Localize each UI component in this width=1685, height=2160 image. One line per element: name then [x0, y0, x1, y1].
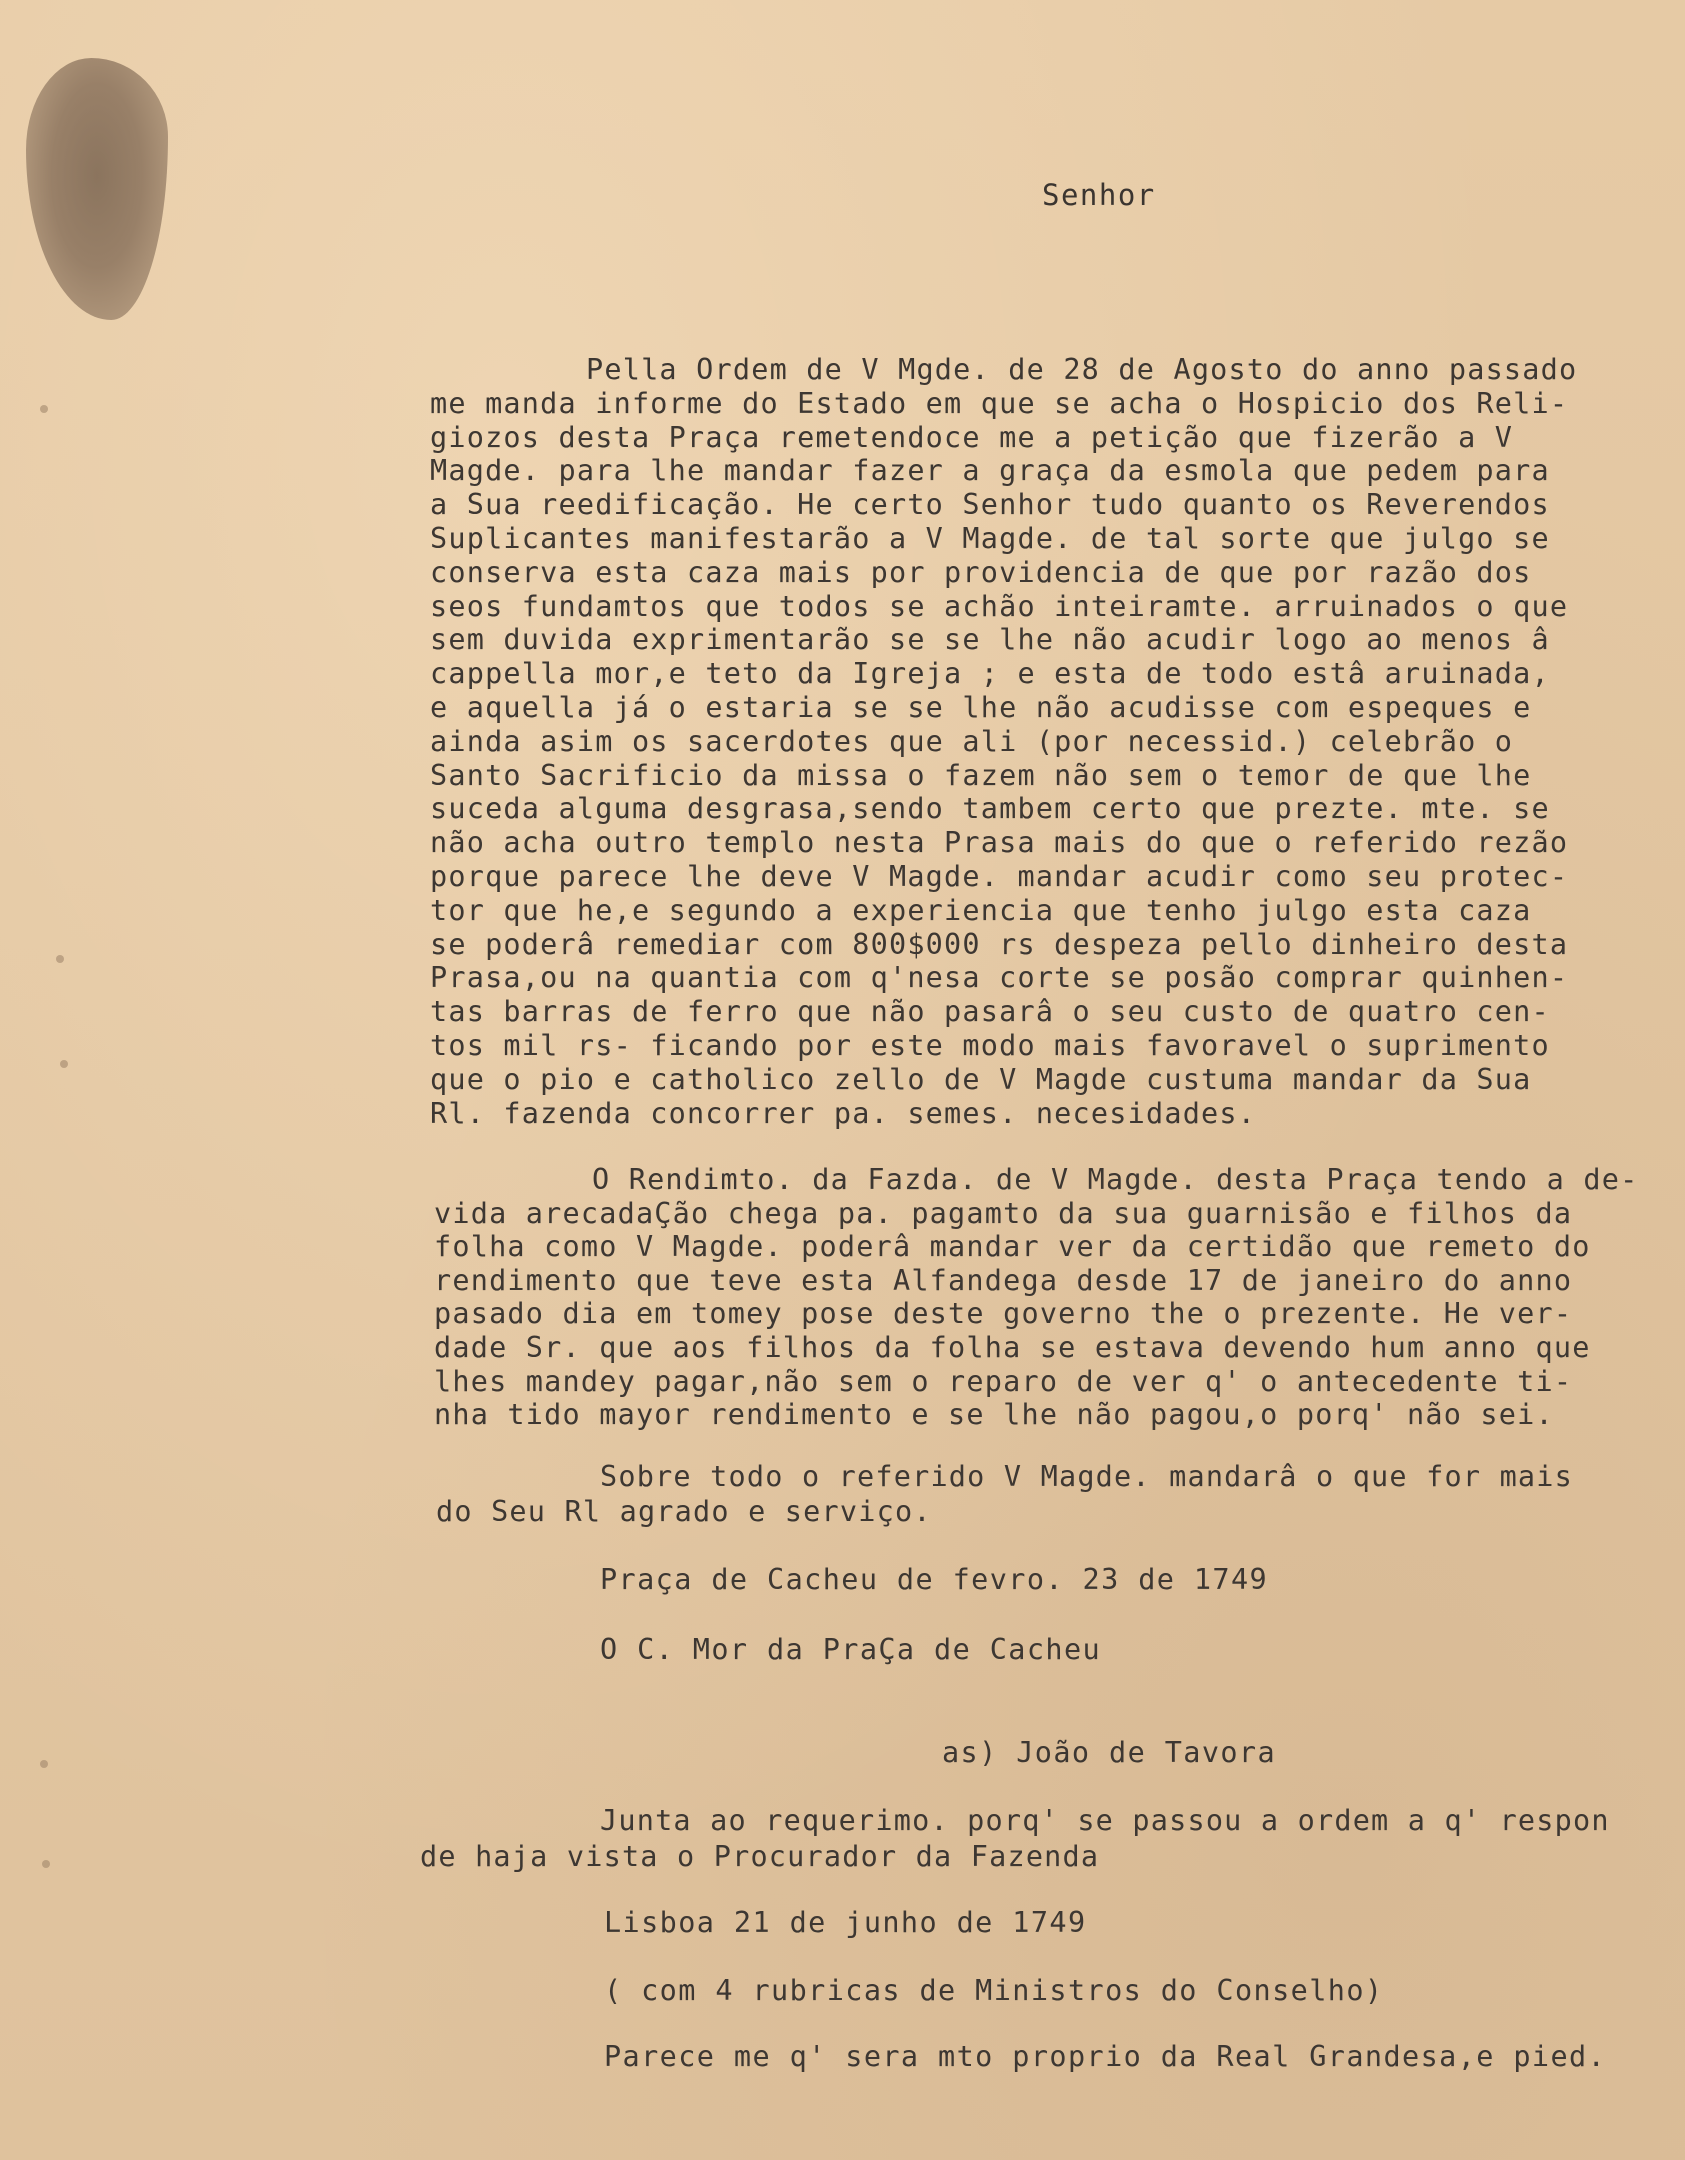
text-line: dade Sr. que aos filhos da folha se estava devendo hum anno que — [434, 1331, 1591, 1364]
text-line: Suplicantes manifestarão a V Magde. de tal sorte que julgo se — [430, 522, 1550, 555]
punch-hole — [42, 1860, 50, 1868]
text-line: e aquella já o estaria se se lhe não acudisse com espeques e — [430, 691, 1532, 724]
text-line: porque parece lhe deve V Magde. mandar acudir como seu protec- — [430, 860, 1569, 893]
final-line: Parece me q' sera mto proprio da Real Grandesa,e pied. — [604, 2040, 1607, 2073]
text-line: vida arecadaÇão chega pa. pagamto da sua guarnisão e filhos da — [434, 1196, 1573, 1230]
text-line: lhes mandey pagar,não sem o reparo de ver q' o antecedente ti- — [434, 1364, 1573, 1398]
punch-hole — [60, 1060, 68, 1068]
text-line: de haja vista o Procurador da Fazenda — [420, 1840, 1100, 1873]
text-line: me manda informe do Estado em que se acha o Hospicio dos Reli- — [430, 386, 1569, 420]
signature: as) João de Tavora — [942, 1736, 1277, 1769]
punch-hole — [40, 1760, 48, 1768]
text-line: giozos desta Praça remetendoce me a petição que fizerão a V — [430, 420, 1514, 454]
paper-stain — [26, 58, 168, 320]
text-line: Santo Sacrificio da missa o fazem não sem o temor de que lhe — [430, 758, 1532, 792]
punch-hole — [56, 955, 64, 963]
text-line: rendimento que teve esta Alfandega desde 17 de janeiro do anno — [434, 1263, 1573, 1297]
text-line: seos fundamtos que todos se achão inteiramte. arruinados o que — [430, 589, 1569, 623]
text-line: se poderâ remediar com 800$000 rs despeza pello dinheiro desta — [430, 927, 1569, 961]
text-line: Prasa,ou na quantia com q'nesa corte se posão comprar quinhen- — [430, 961, 1569, 995]
text-line: cappella mor,e teto da Igreja ; e esta de todo estâ aruinada, — [430, 657, 1550, 691]
text-line: nha tido mayor rendimento e se lhe não pagou,o porq' não sei. — [434, 1398, 1554, 1432]
punch-hole — [40, 405, 48, 413]
text-line: O Rendimto. da Fazda. de V Magde. desta Praça tendo a de- — [592, 1163, 1639, 1196]
text-line: tor que he,e segundo a experiencia que tenho julgo esta caza — [430, 893, 1532, 927]
text-line: Junta ao requerimo. porq' se passou a ordem a q' respon — [600, 1804, 1610, 1837]
text-line: tas barras de ferro que não pasarâ o seu custo de quatro cen- — [430, 995, 1550, 1029]
text-line: ainda asim os sacerdotes que ali (por necessid.) celebrão o — [430, 724, 1514, 758]
text-line: pasado dia em tomey pose deste governo the o prezente. He ver- — [434, 1297, 1573, 1331]
text-line: do Seu Rl agrado e serviço. — [436, 1495, 932, 1528]
text-line: Rl. fazenda concorrer pa. semes. necesidades. — [430, 1096, 1257, 1130]
text-line: que o pio e catholico zello de V Magde custuma mandar da Sua — [430, 1062, 1532, 1096]
text-line: não acha outro templo nesta Prasa mais do que o referido rezão — [430, 826, 1569, 860]
text-line: Pella Ordem de V Mgde. de 28 de Agosto do anno passado — [586, 353, 1578, 386]
text-line: conserva esta caza mais por providencia de que por razão dos — [430, 555, 1532, 589]
text-line: Magde. para lhe mandar fazer a graça da esmola que pedem para — [430, 454, 1550, 488]
rubricas-note: ( com 4 rubricas de Ministros do Conselho) — [604, 1974, 1384, 2007]
text-line: sem duvida exprimentarão se se lhe não acudir logo ao menos â — [430, 623, 1550, 657]
text-line: suceda alguma desgrasa,sendo tambem certo que prezte. mte. se — [430, 792, 1550, 826]
text-line: a Sua reedificação. He certo Senhor tudo quanto os Reverendos — [430, 488, 1550, 522]
text-line: Sobre todo o referido V Magde. mandarâ o que for mais — [600, 1460, 1573, 1493]
text-line: folha como V Magde. poderâ mandar ver da certidão que remeto do — [434, 1230, 1591, 1264]
document-heading: Senhor — [1042, 178, 1156, 212]
office-title: O C. Mor da PraÇa de Cacheu — [600, 1633, 1102, 1666]
place-date: Praça de Cacheu de fevro. 23 de 1749 — [600, 1563, 1269, 1596]
text-line: tos mil rs- ficando por este modo mais favoravel o suprimento — [430, 1029, 1550, 1062]
lisbon-date: Lisboa 21 de junho de 1749 — [604, 1906, 1087, 1939]
